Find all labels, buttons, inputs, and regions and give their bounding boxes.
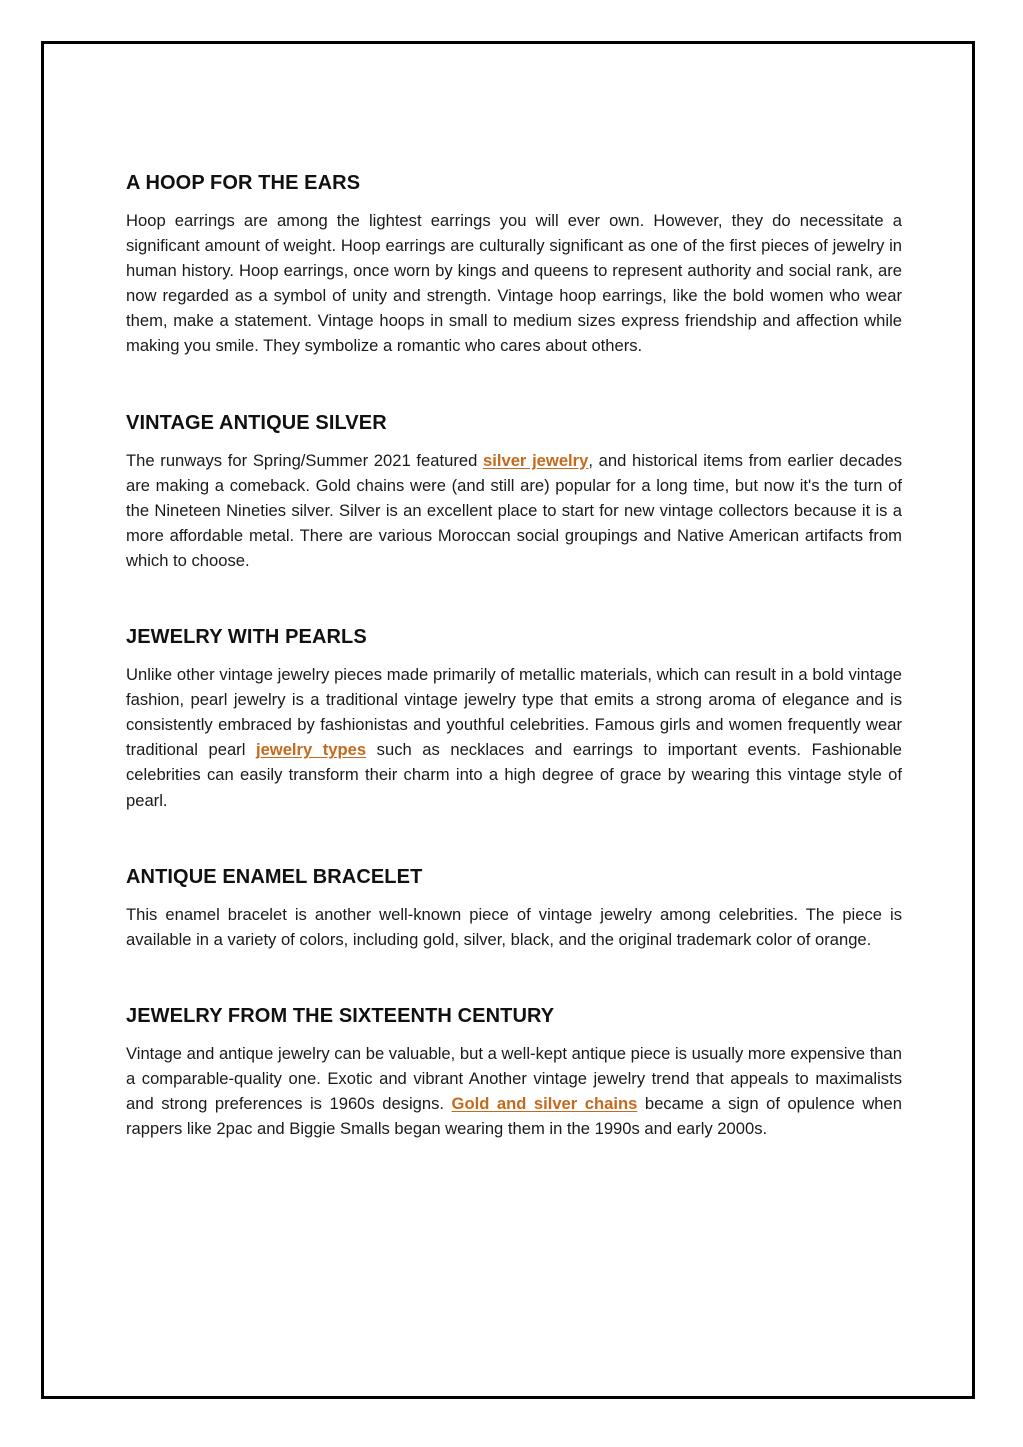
page-frame: [41, 41, 975, 1399]
paragraph-text: The runways for Spring/Summer 2021 featured: [126, 450, 484, 470]
section-sixteenth-century: [126, 1003, 902, 1141]
section-heading: ANTIQUE ENAMEL BRACELET: [126, 865, 423, 888]
silver-jewelry-link[interactable]: silver jewelry: [483, 450, 589, 470]
section-heading: JEWELRY WITH PEARLS: [126, 626, 367, 649]
paragraph-text: became a sign of opulence when rappers like 2pac and Biggie Smalls began wearing them in the 1990s and early 2000s.: [126, 1093, 902, 1139]
paragraph-text: such as necklaces and earrings to important events. Fashionable celebrities can easily transform their charm into a high degree of grace by wearing this vintage style of pearl.: [126, 740, 902, 810]
section-heading: JEWELRY FROM THE SIXTEENTH CENTURY: [126, 1004, 555, 1027]
jewelry-types-link[interactable]: jewelry types: [255, 740, 367, 760]
section-vintage-silver: [126, 410, 902, 573]
section-paragraph: [126, 902, 902, 952]
section-paragraph: [126, 208, 902, 359]
paragraph-text: This enamel bracelet is another well-known piece of vintage jewelry among celebrities. The piece is available in a variety of colors, including gold, silver, black, and the original trademark color of orange.: [126, 904, 902, 949]
section-paragraph: [126, 448, 902, 573]
section-paragraph: [126, 1041, 902, 1141]
section-enamel-bracelet: [126, 864, 902, 952]
section-hoop-earrings: [126, 170, 902, 359]
section-pearl-jewelry: [126, 624, 902, 813]
section-heading: VINTAGE ANTIQUE SILVER: [126, 411, 387, 434]
paragraph-text: Vintage and antique jewelry can be valuable, but a well-kept antique piece is usually more expensive than a comparable-quality one. Exotic and vibrant Another vintage jewelry trend that appeals to maximalists and strong preferences is 1960s designs.: [126, 1043, 902, 1113]
article-body: [126, 170, 902, 1192]
gold-silver-chains-link[interactable]: Gold and silver chains: [451, 1093, 638, 1113]
section-heading: A HOOP FOR THE EARS: [126, 172, 361, 194]
paragraph-text: , and historical items from earlier decades are making a comeback. Gold chains were (and still are) popular for a long time, but now it's the turn of the Nineteen Nineties silver. Silver is an excellent place to start for new vintage collectors because it is a more affordable metal. There are various Moroccan social groupings and Native American artifacts from which to choose.: [126, 450, 902, 570]
paragraph-text: Unlike other vintage jewelry pieces made primarily of metallic materials, which can result in a bold vintage fashion, pearl jewelry is a traditional vintage jewelry type that emits a strong aroma of elegance and is consistently embraced by fashionistas and youthful celebrities. Famous girls and women frequently wear traditional pearl: [126, 665, 902, 760]
paragraph-text: Hoop earrings are among the lightest earrings you will ever own. However, they do necessitate a significant amount of weight. Hoop earrings are culturally significant as one of the first pieces of jewelry in human history. Hoop earrings, once worn by kings and queens to represent authority and social rank, are now regarded as a symbol of unity and strength. Vintage hoop earrings, like the bold women who wear them, make a statement. Vintage hoops in small to medium sizes express friendship and affection while making you smile. They symbolize a romantic who cares about others.: [126, 211, 902, 356]
section-paragraph: [126, 662, 902, 813]
